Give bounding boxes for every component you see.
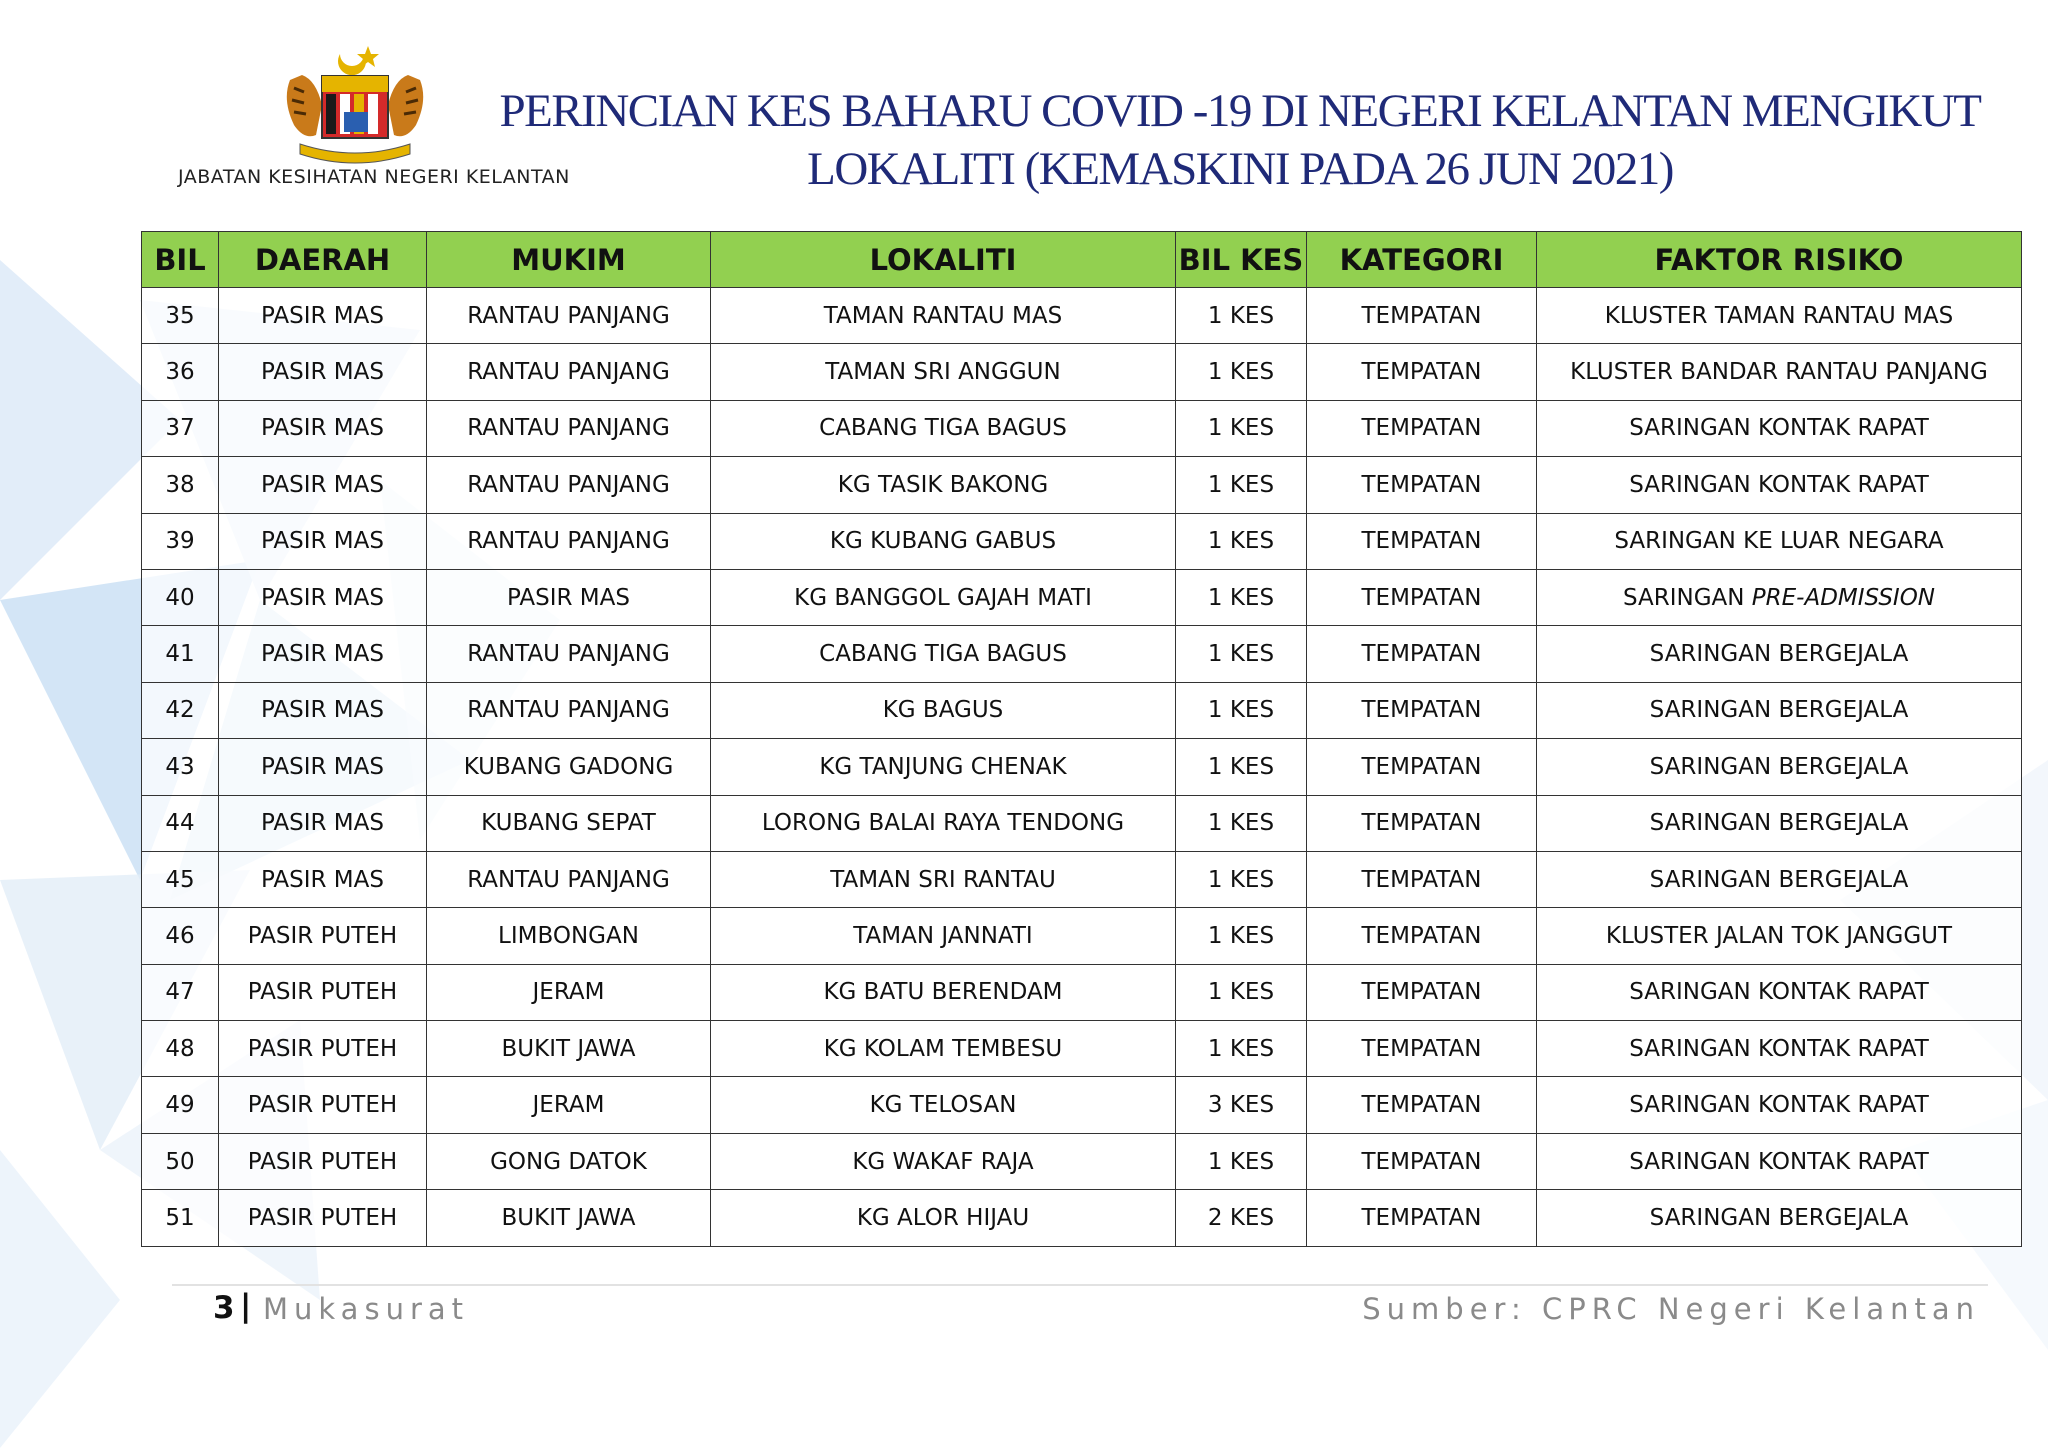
cell-lokaliti: TAMAN SRI RANTAU (711, 851, 1176, 907)
cell-bil-kes: 1 KES (1176, 851, 1307, 907)
cell-mukim: LIMBONGAN (427, 908, 711, 964)
column-header-lokaliti: LOKALITI (711, 232, 1176, 288)
department-name: JABATAN KESIHATAN NEGERI KELANTAN (178, 166, 570, 188)
cell-mukim: RANTAU PANJANG (427, 851, 711, 907)
table-row (142, 457, 2022, 513)
cell-kategori: TEMPATAN (1307, 908, 1537, 964)
cell-faktor-risiko: SARINGAN KONTAK RAPAT (1537, 1021, 2022, 1077)
cell-mukim: RANTAU PANJANG (427, 513, 711, 569)
faktor-text: SARINGAN (1622, 584, 1745, 611)
cell-daerah: PASIR MAS (219, 344, 427, 400)
cell-daerah: PASIR PUTEH (219, 1077, 427, 1133)
cell-kategori: TEMPATAN (1307, 513, 1537, 569)
cell-mukim: JERAM (427, 964, 711, 1020)
cell-bil-kes: 1 KES (1176, 344, 1307, 400)
table-row (142, 288, 2022, 344)
cell-lokaliti: KG WAKAF RAJA (711, 1133, 1176, 1189)
cell-mukim: KUBANG SEPAT (427, 795, 711, 851)
cell-bil: 48 (142, 1021, 219, 1077)
cell-faktor-risiko: SARINGAN BERGEJALA (1537, 1190, 2022, 1246)
table-row (142, 400, 2022, 456)
cell-faktor-risiko: KLUSTER JALAN TOK JANGGUT (1537, 908, 2022, 964)
cell-faktor-risiko: SARINGAN KE LUAR NEGARA (1537, 513, 2022, 569)
table-row (142, 1190, 2022, 1246)
cell-mukim: GONG DATOK (427, 1133, 711, 1189)
cell-bil-kes: 1 KES (1176, 795, 1307, 851)
cell-daerah: PASIR PUTEH (219, 964, 427, 1020)
cell-daerah: PASIR MAS (219, 795, 427, 851)
cell-kategori: TEMPATAN (1307, 400, 1537, 456)
cell-bil: 36 (142, 344, 219, 400)
cell-bil: 35 (142, 288, 219, 344)
cell-daerah: PASIR MAS (219, 682, 427, 738)
cell-bil-kes: 1 KES (1176, 400, 1307, 456)
cell-lokaliti: KG TANJUNG CHENAK (711, 739, 1176, 795)
cell-faktor-risiko: SARINGAN KONTAK RAPAT (1537, 400, 2022, 456)
cell-mukim: RANTAU PANJANG (427, 626, 711, 682)
table-row (142, 569, 2022, 625)
table-body (142, 288, 2022, 1247)
cell-daerah: PASIR PUTEH (219, 1190, 427, 1246)
cell-kategori: TEMPATAN (1307, 626, 1537, 682)
cell-faktor-risiko: SARINGAN BERGEJALA (1537, 739, 2022, 795)
cell-kategori: TEMPATAN (1307, 1021, 1537, 1077)
cell-lokaliti: KG BAGUS (711, 682, 1176, 738)
cell-faktor-risiko (1537, 569, 2022, 625)
column-header-bil: BIL (142, 232, 219, 288)
cell-lokaliti: KG KUBANG GABUS (711, 513, 1176, 569)
cell-daerah: PASIR MAS (219, 457, 427, 513)
cell-faktor-risiko: KLUSTER TAMAN RANTAU MAS (1537, 288, 2022, 344)
page-separator: | (240, 1288, 252, 1324)
cell-daerah: PASIR MAS (219, 288, 427, 344)
cell-bil: 45 (142, 851, 219, 907)
cell-kategori: TEMPATAN (1307, 569, 1537, 625)
cell-lokaliti: KG KOLAM TEMBESU (711, 1021, 1176, 1077)
cell-mukim: RANTAU PANJANG (427, 288, 711, 344)
cell-faktor-risiko: SARINGAN KONTAK RAPAT (1537, 964, 2022, 1020)
cell-kategori: TEMPATAN (1307, 457, 1537, 513)
cell-daerah: PASIR MAS (219, 569, 427, 625)
title-line-1: PERINCIAN KES BAHARU COVID -19 DI NEGERI KELANTAN MENGIKUT (499, 85, 1981, 137)
cell-bil-kes: 1 KES (1176, 457, 1307, 513)
cell-lokaliti: KG BANGGOL GAJAH MATI (711, 569, 1176, 625)
cell-kategori: TEMPATAN (1307, 1190, 1537, 1246)
cell-bil: 40 (142, 569, 219, 625)
cell-lokaliti: TAMAN SRI ANGGUN (711, 344, 1176, 400)
title-line-2: LOKALITI (KEMASKINI PADA 26 JUN 2021) (807, 143, 1673, 195)
cases-table (141, 231, 2022, 1247)
cell-lokaliti: CABANG TIGA BAGUS (711, 626, 1176, 682)
cell-lokaliti: TAMAN JANNATI (711, 908, 1176, 964)
cell-daerah: PASIR MAS (219, 513, 427, 569)
source-note: Sumber: CPRC Negeri Kelantan (1362, 1292, 1980, 1326)
cell-lokaliti: KG TASIK BAKONG (711, 457, 1176, 513)
cell-lokaliti: CABANG TIGA BAGUS (711, 400, 1176, 456)
cell-faktor-risiko: SARINGAN KONTAK RAPAT (1537, 457, 2022, 513)
cell-bil-kes: 1 KES (1176, 908, 1307, 964)
cell-faktor-risiko: SARINGAN KONTAK RAPAT (1537, 1077, 2022, 1133)
cell-bil-kes: 1 KES (1176, 739, 1307, 795)
cell-bil-kes: 1 KES (1176, 1021, 1307, 1077)
cell-bil-kes: 1 KES (1176, 513, 1307, 569)
cell-bil-kes: 1 KES (1176, 569, 1307, 625)
cell-lokaliti: TAMAN RANTAU MAS (711, 288, 1176, 344)
cell-faktor-risiko: KLUSTER BANDAR RANTAU PANJANG (1537, 344, 2022, 400)
cell-faktor-risiko: SARINGAN BERGEJALA (1537, 682, 2022, 738)
cell-daerah: PASIR MAS (219, 739, 427, 795)
cell-faktor-risiko: SARINGAN KONTAK RAPAT (1537, 1133, 2022, 1189)
cell-kategori: TEMPATAN (1307, 344, 1537, 400)
cell-bil-kes: 2 KES (1176, 1190, 1307, 1246)
table-row (142, 739, 2022, 795)
cell-bil-kes: 1 KES (1176, 964, 1307, 1020)
cell-kategori: TEMPATAN (1307, 851, 1537, 907)
cell-mukim: BUKIT JAWA (427, 1190, 711, 1246)
table-row (142, 908, 2022, 964)
cell-mukim: KUBANG GADONG (427, 739, 711, 795)
cell-bil-kes: 1 KES (1176, 1133, 1307, 1189)
table-row (142, 851, 2022, 907)
cell-mukim: RANTAU PANJANG (427, 457, 711, 513)
cell-kategori: TEMPATAN (1307, 739, 1537, 795)
cell-mukim: RANTAU PANJANG (427, 344, 711, 400)
page-number: 3 (213, 1290, 235, 1326)
cell-lokaliti: KG ALOR HIJAU (711, 1190, 1176, 1246)
cell-faktor-risiko: SARINGAN BERGEJALA (1537, 795, 2022, 851)
column-header-kategori: KATEGORI (1307, 232, 1537, 288)
cell-daerah: PASIR PUTEH (219, 908, 427, 964)
coat-of-arms-logo (270, 40, 440, 170)
column-header-daerah: DAERAH (219, 232, 427, 288)
cell-bil-kes: 3 KES (1176, 1077, 1307, 1133)
cell-bil: 43 (142, 739, 219, 795)
cell-mukim: PASIR MAS (427, 569, 711, 625)
cell-lokaliti: LORONG BALAI RAYA TENDONG (711, 795, 1176, 851)
cell-mukim: RANTAU PANJANG (427, 682, 711, 738)
cell-lokaliti: KG TELOSAN (711, 1077, 1176, 1133)
cell-bil: 47 (142, 964, 219, 1020)
cell-faktor-risiko: SARINGAN BERGEJALA (1537, 851, 2022, 907)
cell-bil: 46 (142, 908, 219, 964)
table-row (142, 344, 2022, 400)
cell-bil-kes: 1 KES (1176, 626, 1307, 682)
cell-bil: 37 (142, 400, 219, 456)
table-row (142, 626, 2022, 682)
cell-lokaliti: KG BATU BERENDAM (711, 964, 1176, 1020)
cell-daerah: PASIR PUTEH (219, 1133, 427, 1189)
cell-kategori: TEMPATAN (1307, 1077, 1537, 1133)
faktor-italic-text: PRE-ADMISSION (1751, 584, 1936, 611)
cell-mukim: JERAM (427, 1077, 711, 1133)
cell-daerah: PASIR PUTEH (219, 1021, 427, 1077)
table-row (142, 795, 2022, 851)
table-row (142, 682, 2022, 738)
cell-bil: 42 (142, 682, 219, 738)
table-row (142, 964, 2022, 1020)
cell-bil: 51 (142, 1190, 219, 1246)
column-header-bil-kes: BIL KES (1176, 232, 1307, 288)
cell-kategori: TEMPATAN (1307, 964, 1537, 1020)
table-row (142, 1077, 2022, 1133)
cell-daerah: PASIR MAS (219, 626, 427, 682)
cell-daerah: PASIR MAS (219, 400, 427, 456)
cell-bil: 39 (142, 513, 219, 569)
cell-bil-kes: 1 KES (1176, 682, 1307, 738)
page-label: Mukasurat (263, 1292, 470, 1326)
table-row (142, 1021, 2022, 1077)
table-header-row (142, 232, 2022, 288)
cell-bil: 44 (142, 795, 219, 851)
cell-mukim: BUKIT JAWA (427, 1021, 711, 1077)
column-header-faktor-risiko: FAKTOR RISIKO (1537, 232, 2022, 288)
page-title (470, 82, 2010, 198)
cell-daerah: PASIR MAS (219, 851, 427, 907)
cell-bil: 41 (142, 626, 219, 682)
cell-bil-kes: 1 KES (1176, 288, 1307, 344)
cell-kategori: TEMPATAN (1307, 288, 1537, 344)
table-row (142, 1133, 2022, 1189)
footer-divider (172, 1284, 1988, 1286)
cell-kategori: TEMPATAN (1307, 795, 1537, 851)
cell-kategori: TEMPATAN (1307, 1133, 1537, 1189)
table-row (142, 513, 2022, 569)
cell-bil: 50 (142, 1133, 219, 1189)
cell-kategori: TEMPATAN (1307, 682, 1537, 738)
cell-bil: 38 (142, 457, 219, 513)
column-header-mukim: MUKIM (427, 232, 711, 288)
cell-mukim: RANTAU PANJANG (427, 400, 711, 456)
cell-bil: 49 (142, 1077, 219, 1133)
cell-faktor-risiko: SARINGAN BERGEJALA (1537, 626, 2022, 682)
